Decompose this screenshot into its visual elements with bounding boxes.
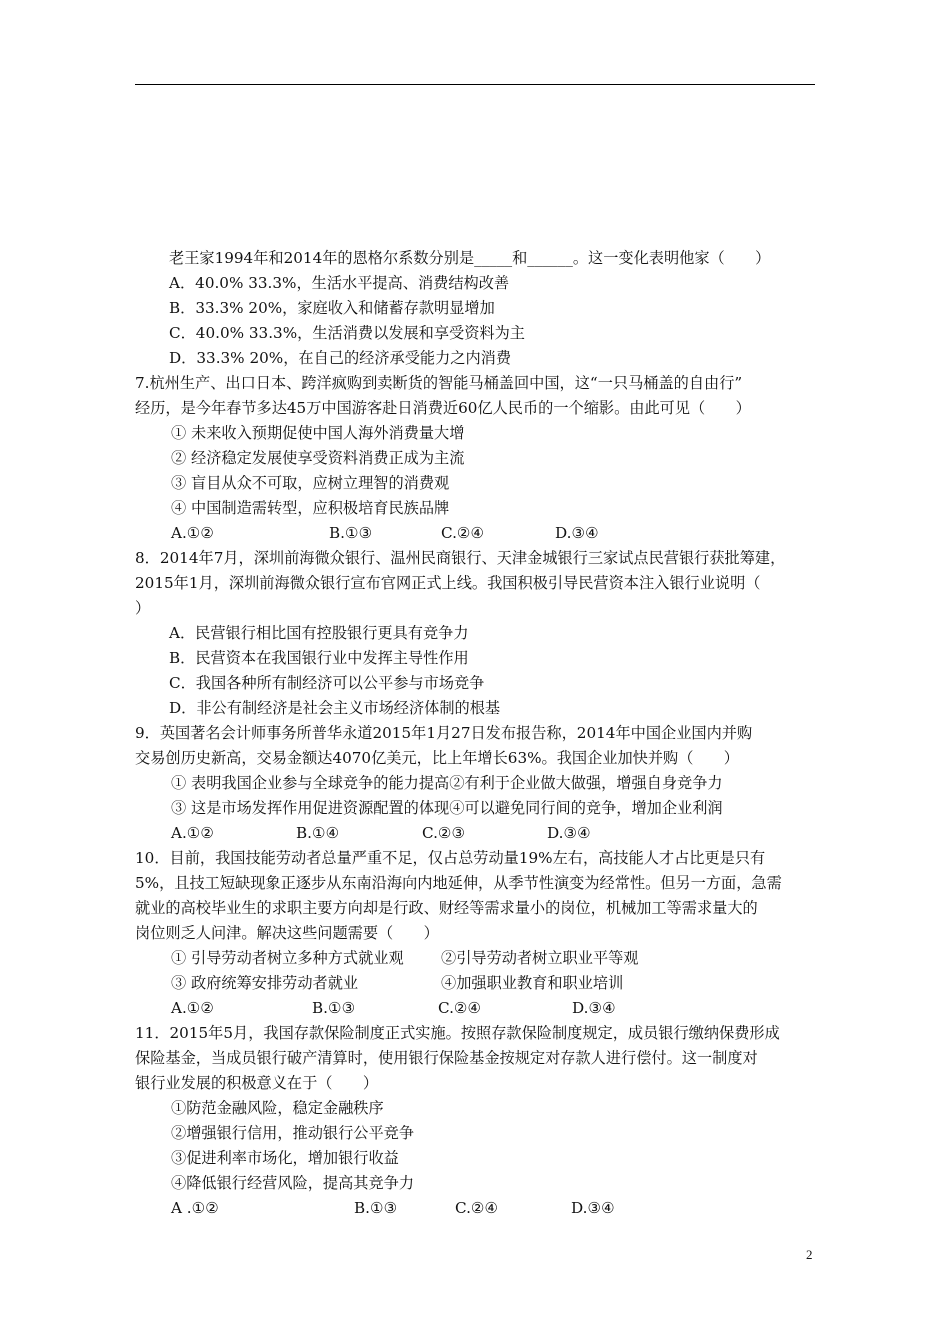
q7-stem-line-2: 经历，是今年春节多达45万中国游客赴日消费近60亿人民币的一个缩影。由此可见（ ）: [135, 399, 751, 417]
q11-stem-line-3: 银行业发展的积极意义在于（ ）: [135, 1074, 378, 1092]
q11-choice-d: D.③④: [571, 1199, 615, 1217]
header-rule: [135, 84, 815, 85]
q11-statement-4: ④降低银行经营风险，提高其竞争力: [171, 1174, 414, 1192]
q10-stem-line-3: 就业的高校毕业生的求职主要方向却是行政、财经等需求量小的岗位，机械加工等需求量大的: [135, 899, 758, 917]
q11-stem-line-2: 保险基金，当成员银行破产清算时，使用银行保险基金按规定对存款人进行偿付。这一制度对: [135, 1049, 758, 1067]
q10-statement-4: ④加强职业教育和职业培训: [441, 974, 624, 992]
q10-choice-a: A.①②: [171, 999, 215, 1017]
q7-choice-d: D.③④: [555, 524, 599, 542]
q8-option-a: A．民营银行相比国有控股银行更具有竞争力: [169, 624, 469, 642]
q9-stem-line-1: 9．英国著名会计师事务所普华永道2015年1月27日发布报告称，2014年中国企业国内并购: [135, 724, 753, 742]
q10-statement-1: ① 引导劳动者树立多种方式就业观: [171, 949, 404, 967]
q8-stem-line-2: 2015年1月，深圳前海微众银行宣布官网正式上线。我国积极引导民营资本注入银行业说明（: [135, 574, 761, 592]
q11-choice-c: C.②④: [455, 1199, 499, 1217]
q9-stem-line-2: 交易创历史新高，交易金额达4070亿美元，比上年增长63%。我国企业加快并购（ ）: [135, 749, 739, 767]
q9-statement-line-2: ③ 这是市场发挥作用促进资源配置的体现④可以避免同行间的竞争，增加企业利润: [171, 799, 723, 817]
q11-statement-1: ①防范金融风险，稳定金融秩序: [171, 1099, 384, 1117]
q8-stem-line-1: 8．2014年7月，深圳前海微众银行、温州民商银行、天津金城银行三家试点民营银行获批筹建，: [135, 549, 786, 567]
q7-statement-4: ④ 中国制造需转型，应积极培育民族品牌: [171, 499, 450, 517]
q9-choice-b: B.①④: [296, 824, 340, 842]
q7-stem-line-1: 7.杭州生产、出口日本、跨洋疯购到卖断货的智能马桶盖回中国，这“一只马桶盖的自由行”: [135, 374, 743, 392]
q7-choice-a: A.①②: [171, 524, 215, 542]
q11-stem-line-1: 11．2015年5月，我国存款保险制度正式实施。按照存款保险制度规定，成员银行缴纳保费形成: [135, 1024, 780, 1042]
q9-statement-line-1: ① 表明我国企业参与全球竞争的能力提高②有利于企业做大做强，增强自身竞争力: [171, 774, 723, 792]
q10-choice-c: C.②④: [438, 999, 482, 1017]
q7-statement-2: ② 经济稳定发展使享受资料消费正成为主流: [171, 449, 465, 467]
q8-option-b: B．民营资本在我国银行业中发挥主导性作用: [169, 649, 469, 667]
q7-choice-c: C.②④: [441, 524, 485, 542]
q10-choice-d: D.③④: [572, 999, 616, 1017]
q8-stem-line-3: ）: [135, 599, 151, 617]
q10-statement-2: ②引导劳动者树立职业平等观: [441, 949, 639, 967]
q7-statement-1: ① 未来收入预期促使中国人海外消费量大增: [171, 424, 465, 442]
q6-stem: 老王家1994年和2014年的恩格尔系数分别是_____和______。这一变化表明他家（ ）: [169, 249, 771, 267]
q6-option-c: C．40.0% 33.3%，生活消费以发展和享受资料为主: [169, 324, 525, 342]
q10-stem-line-2: 5%，且技工短缺现象正逐步从东南沿海向内地延伸，从季节性演变为经常性。但另一方面，急需: [135, 874, 782, 892]
q6-option-d: D．33.3% 20%，在自己的经济承受能力之内消费: [169, 349, 512, 367]
q11-statement-2: ②增强银行信用，推动银行公平竞争: [171, 1124, 414, 1142]
q10-stem-line-1: 10．目前，我国技能劳动者总量严重不足，仅占总劳动量19%左右，高技能人才占比更是只有: [135, 849, 766, 867]
q8-option-c: C．我国各种所有制经济可以公平参与市场竞争: [169, 674, 485, 692]
q8-option-d: D．非公有制经济是社会主义市场经济体制的根基: [169, 699, 501, 717]
q7-statement-3: ③ 盲目从众不可取，应树立理智的消费观: [171, 474, 450, 492]
q9-choice-d: D.③④: [547, 824, 591, 842]
q10-statement-3: ③ 政府统筹安排劳动者就业: [171, 974, 359, 992]
q10-stem-line-4: 岗位则乏人问津。解决这些问题需要（ ）: [135, 924, 439, 942]
q9-choice-c: C.②③: [422, 824, 466, 842]
q10-choice-b: B.①③: [312, 999, 356, 1017]
q11-choice-b: B.①③: [354, 1199, 398, 1217]
page-number: 2: [806, 1247, 813, 1262]
q7-choice-b: B.①③: [329, 524, 373, 542]
q6-option-b: B．33.3% 20%，家庭收入和储蓄存款明显增加: [169, 299, 495, 317]
q11-choice-a: A .①②: [171, 1199, 219, 1217]
q11-statement-3: ③促进利率市场化，增加银行收益: [171, 1149, 399, 1167]
q6-option-a: A．40.0% 33.3%，生活水平提高、消费结构改善: [169, 274, 510, 292]
q9-choice-a: A.①②: [171, 824, 215, 842]
